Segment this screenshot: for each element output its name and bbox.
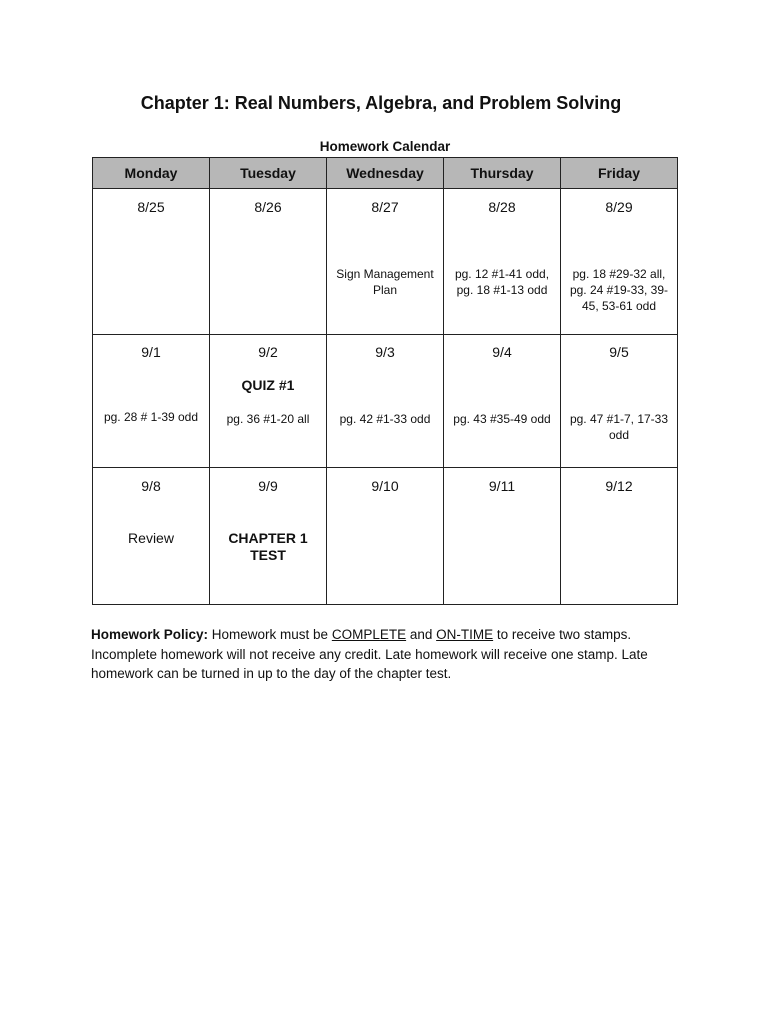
homework-assignment: pg. 12 #1-41 odd, pg. 18 #1-13 odd (454, 267, 550, 297)
day-cell (444, 468, 561, 605)
day-date: 9/8 (141, 478, 161, 494)
day-cell (327, 189, 444, 335)
day-cell (561, 189, 678, 335)
homework-assignment: pg. 42 #1-33 odd (339, 412, 431, 426)
day-date: 9/4 (492, 344, 512, 360)
quiz-note: QUIZ #1 (241, 377, 295, 393)
review-note: Review (128, 530, 174, 546)
day-date: 9/5 (609, 344, 629, 360)
day-cell (327, 468, 444, 605)
header-tuesday: Tuesday (210, 158, 327, 189)
day-cell (210, 468, 327, 605)
day-date: 8/28 (488, 199, 516, 215)
day-cell (327, 335, 444, 468)
day-date: 8/26 (254, 199, 282, 215)
day-cell (561, 468, 678, 605)
policy-complete: COMPLETE (331, 627, 407, 642)
header-thursday: Thursday (444, 158, 561, 189)
day-date: 9/12 (605, 478, 633, 494)
header-wednesday: Wednesday (327, 158, 444, 189)
day-date: 9/1 (141, 344, 161, 360)
day-date: 9/9 (258, 478, 278, 494)
homework-assignment: Sign Management Plan (336, 267, 434, 297)
day-date: 8/27 (371, 199, 399, 215)
day-cell (93, 468, 210, 605)
calendar-title: Homework Calendar (319, 139, 451, 154)
policy-text: Homework must be (208, 627, 332, 642)
day-date: 9/3 (375, 344, 395, 360)
header-friday: Friday (561, 158, 678, 189)
policy-on-time: ON-TIME (436, 627, 494, 642)
header-row (93, 158, 678, 189)
day-cell (444, 189, 561, 335)
day-cell (444, 335, 561, 468)
day-date: 8/25 (137, 199, 165, 215)
header-monday: Monday (93, 158, 210, 189)
test-note: CHAPTER 1 TEST (228, 530, 308, 563)
homework-policy (91, 625, 691, 684)
week-row (93, 335, 678, 468)
day-cell (210, 189, 327, 335)
day-cell (93, 335, 210, 468)
day-date: 9/11 (488, 478, 516, 494)
week-row (93, 189, 678, 335)
homework-assignment: pg. 18 #29-32 all, pg. 24 #19-33, 39-45, 53-61 odd (569, 267, 669, 313)
policy-text: to receive two stamps. Incomplete homework will not receive any credit. Late homework will receive one stamp. Late homework can be turned in up to the day of the chapter test. (91, 627, 648, 681)
chapter-title: Chapter 1: Real Numbers, Algebra, and Problem Solving (140, 93, 622, 113)
homework-assignment: pg. 28 # 1-39 odd (103, 410, 199, 424)
homework-assignment: pg. 36 #1-20 all (226, 412, 310, 426)
day-cell (210, 335, 327, 468)
day-date: 8/29 (605, 199, 633, 215)
homework-assignment: pg. 43 #35-49 odd (453, 412, 551, 426)
homework-assignment: pg. 47 #1-7, 17-33 odd (569, 412, 669, 442)
day-date: 9/10 (371, 478, 399, 494)
homework-calendar-table (92, 157, 678, 605)
policy-label: Homework Policy: (91, 627, 209, 642)
day-cell (561, 335, 678, 468)
day-date: 9/2 (258, 344, 278, 360)
day-cell (93, 189, 210, 335)
policy-text: and (406, 627, 437, 642)
week-row (93, 468, 678, 605)
